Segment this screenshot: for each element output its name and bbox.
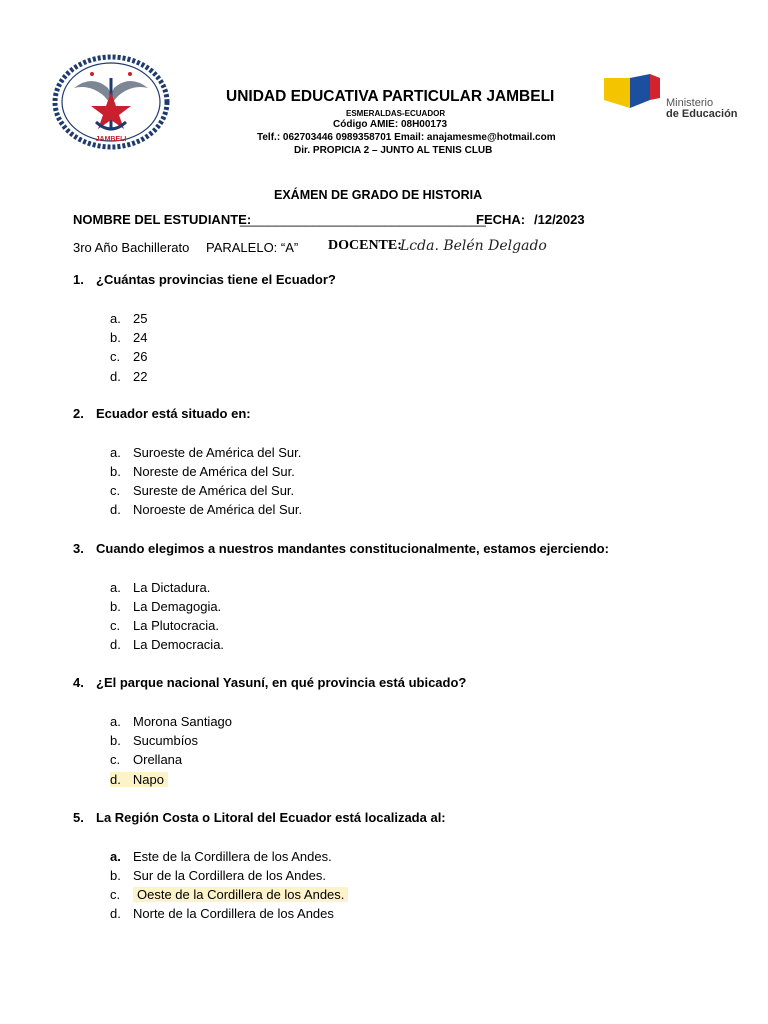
school-address: Dir. PROPICIA 2 – JUNTO AL TENIS CLUB [294, 145, 493, 156]
question-5: 5. La Región Costa o Litoral del Ecuador está localizada al: [73, 810, 446, 825]
q3-option-a: a. La Dictadura. [110, 580, 211, 595]
q5-option-b: b. Sur de la Cordillera de los Andes. [110, 868, 326, 883]
question-3: 3. Cuando elegimos a nuestros mandantes constitucionalmente, estamos ejerciendo: [73, 541, 609, 556]
q1-option-c: c. 26 [110, 349, 148, 364]
ministry-logo [604, 74, 744, 120]
svg-text:Ministerio: Ministerio [666, 97, 714, 109]
q1-option-d: d. 22 [110, 369, 148, 384]
q3-option-c: c. La Plutocracia. [110, 618, 219, 633]
q2-option-a: a. Suroeste de América del Sur. [110, 445, 302, 460]
date-value: /12/2023 [534, 212, 585, 227]
student-name-blank: __________________________________ [240, 212, 486, 227]
q2-option-b: b. Noreste de América del Sur. [110, 464, 295, 479]
docente-label: DOCENTE: [328, 238, 402, 253]
svg-text:JAMBELI: JAMBELI [95, 136, 127, 143]
q3-option-d: d. La Democracia. [110, 637, 225, 652]
date-label: FECHA: [476, 212, 526, 227]
school-logo [52, 54, 170, 150]
q1-option-b: b. 24 [110, 330, 148, 345]
course-label: 3ro Año Bachillerato [73, 240, 190, 255]
q4-option-a: a. Morona Santiago [110, 714, 233, 729]
q2-option-d: d. Noroeste de América del Sur. [110, 502, 303, 517]
svg-text:de Educación: de Educación [666, 108, 738, 120]
q1-option-a: a. 25 [110, 311, 148, 326]
school-name: UNIDAD EDUCATIVA PARTICULAR JAMBELI [226, 88, 555, 105]
question-1: 1. ¿Cuántas provincias tiene el Ecuador? [73, 272, 336, 287]
q5-option-c: c. Oeste de la Cordillera de los Andes. [110, 887, 348, 902]
docente-name: Lcda. Belén Delgado [400, 238, 547, 254]
question-2: 2. Ecuador está situado en: [73, 406, 251, 421]
school-contact: Telf.: 062703446 0989358701 Email: anajamesme@hotmail.com [257, 132, 556, 143]
q2-option-c: c. Sureste de América del Sur. [110, 483, 295, 498]
student-name-label: NOMBRE DEL ESTUDIANTE: [73, 212, 252, 227]
q4-option-d: d. Napo [110, 772, 168, 787]
q3-option-b: b. La Demagogia. [110, 599, 222, 614]
q4-option-b: b. Sucumbíos [110, 733, 199, 748]
school-location: ESMERALDAS-ECUADOR [346, 109, 446, 118]
question-4: 4. ¿El parque nacional Yasuní, en qué provincia está ubicado? [73, 675, 467, 690]
q5-option-a: a. Este de la Cordillera de los Andes. [110, 849, 332, 864]
q4-option-c: c. Orellana [110, 752, 183, 767]
paralelo-label: PARALELO: “A” [206, 240, 299, 255]
exam-title: EXÁMEN DE GRADO DE HISTORIA [274, 188, 483, 202]
q5-option-d: d. Norte de la Cordillera de los Andes [110, 906, 334, 921]
school-amie: Código AMIE: 08H00173 [333, 119, 448, 130]
